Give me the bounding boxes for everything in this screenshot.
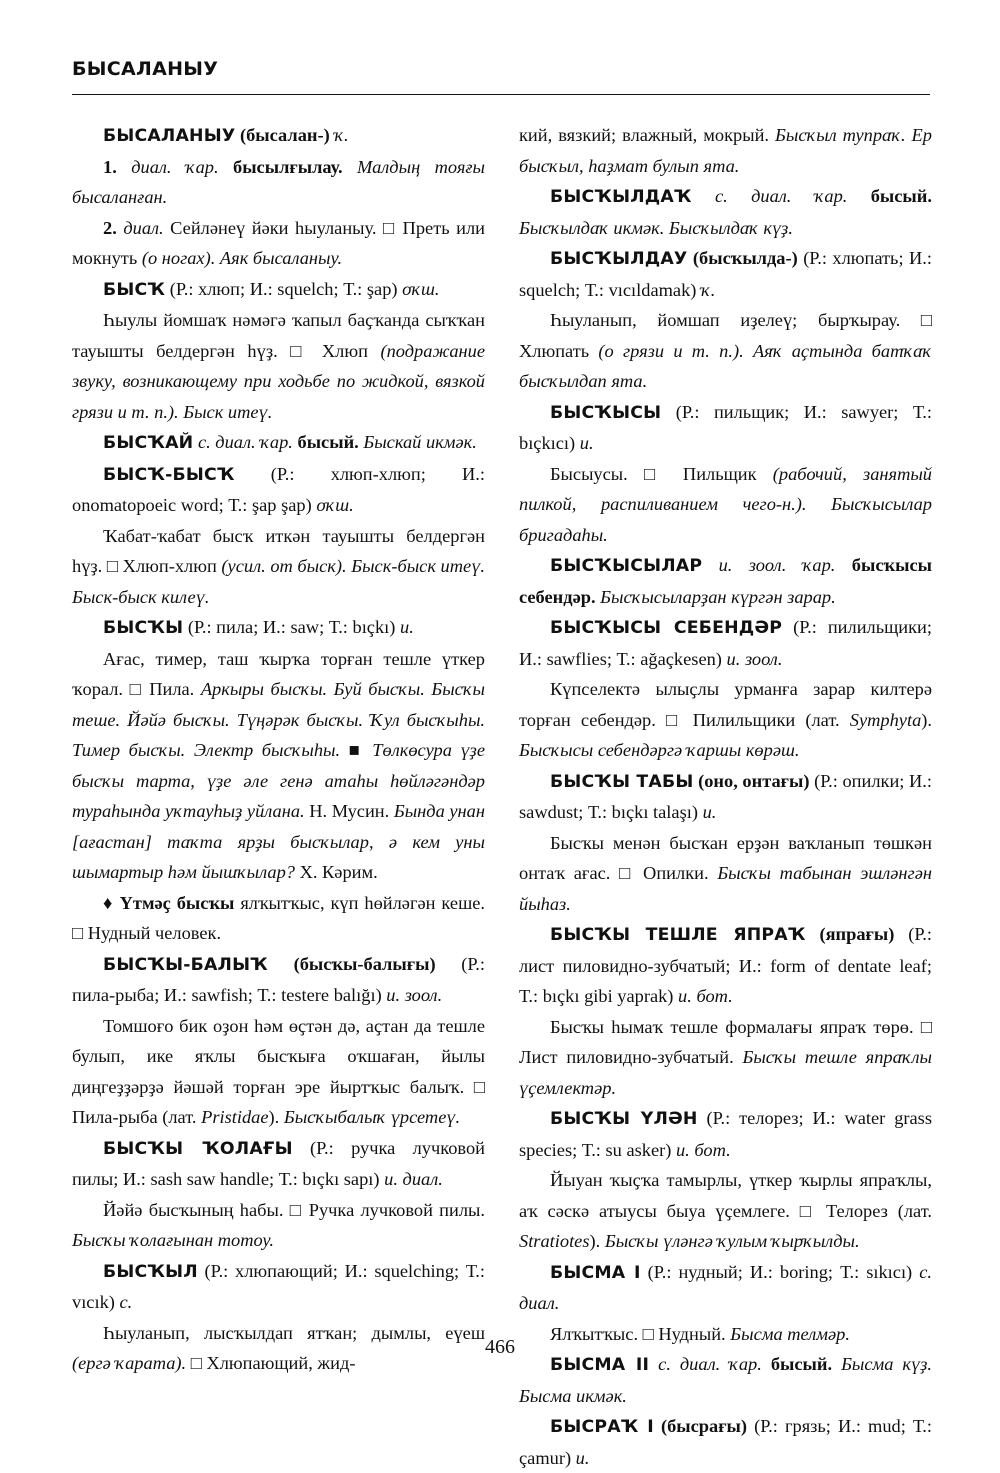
text-run: (Р.: пила-рыба; И.: sawfish; Т.: testere balığı): [72, 953, 485, 1005]
headword: БЫСҠЫСЫ СЕБЕНДӘР: [550, 618, 783, 638]
dictionary-paragraph: [72, 274, 485, 306]
dictionary-paragraph: [72, 459, 485, 521]
text-run: (Р.: пила; И.: saw; Т.: bıçkı): [183, 617, 400, 637]
italic-text: и. зоол.: [386, 985, 443, 1005]
italic-text: с. диал. ҡар.: [649, 1354, 771, 1374]
text-run: Һыулы йомшаҡ нәмәгә ҡапыл баҫҡанда сыҡҡан тауышты белдергән һүҙ. □ Хлюп: [72, 310, 485, 361]
running-head: БЫСАЛАНЫУ: [72, 58, 219, 80]
headword: БЫСҠЫЛДАУ: [550, 249, 688, 269]
italic-text: Symphyta: [849, 709, 922, 730]
dictionary-paragraph: [519, 1165, 932, 1257]
dictionary-paragraph: [72, 521, 485, 613]
dictionary-paragraph: [519, 828, 932, 920]
dictionary-paragraph: [519, 766, 932, 828]
italic-text: Быскай икмәк.: [363, 432, 477, 452]
italic-text: (рабочий, занятый пилкой, распиливанием чего-н.). Бысҡысылар бригадаһы.: [519, 463, 932, 545]
italic-text: Бысҡылдаҡ икмәк. Бысҡылдаҡ күҙ.: [519, 217, 793, 238]
dictionary-paragraph: [519, 674, 932, 766]
italic-text: Бысҡы тешле япраҡлы үҫемлектәр.: [519, 1047, 932, 1098]
dictionary-paragraph: [519, 1411, 932, 1473]
dictionary-paragraph: [72, 152, 485, 213]
italic-text: и.: [579, 433, 594, 453]
dictionary-paragraph: [519, 919, 932, 1012]
headword: БЫСҠЫ ҠОЛАҒЫ: [103, 1138, 293, 1159]
text-run: ).: [921, 709, 932, 730]
dictionary-paragraph: [72, 1256, 485, 1318]
italic-text: Pristidae: [201, 1107, 269, 1127]
bold-text: ♦ Үтмәҫ бысҡы: [103, 892, 241, 913]
text-run: Йыуан ҡыҫҡа тамырлы, үткер ҡырлы япраҡлы, аҡ сәскә атыусы быуа үҫемлеге. □ Телорез (лат.: [519, 1170, 932, 1221]
text-run: ).: [268, 1107, 284, 1127]
text-run: Томшоғо бик оҙон һәм өҫтән дә, аҫтан да тешле булып, ике яҡлы бысҡыға оҡшаған, йылы диңгеҙҙәрҙә йәшәй торған эре йыртҡыс балыҡ. □ Пила-рыба (лат.: [72, 1015, 485, 1127]
headword: БЫСҠЫ ТЕШЛЕ ЯПРАҠ: [550, 925, 806, 945]
text-run: (Р.: ручка лучковой пилы; И.: sash saw handle; Т.: bıçkı sapı): [72, 1137, 485, 1189]
italic-text: (подражание звуку, возникающему при ходьбе по жидкой, вязкой грязи и т. п.). Быск итеү.: [72, 340, 485, 422]
text-run: (Р.: опилки; И.: sawdust; Т.: bıçkı talaşı): [519, 770, 932, 822]
dictionary-paragraph: [519, 550, 932, 612]
italic-text: Бысма күҙ. Бысма икмәк.: [519, 1354, 932, 1406]
italic-text: (усил. от быск). Быск-быск итеү. Быск-быск килеү.: [72, 556, 485, 607]
text-run: (Р.: грязь; И.: mud; Т.: çamur): [519, 1416, 933, 1468]
bold-text: бысый.: [870, 186, 932, 206]
italic-text: Бысҡысыларҙан күргән зарар.: [600, 586, 836, 607]
headword: БЫСҠ: [103, 279, 166, 300]
italic-text: оҡш.: [316, 495, 354, 515]
right-column: [519, 120, 932, 1473]
italic-text: оҡш.: [402, 278, 440, 299]
dictionary-paragraph: [519, 1103, 932, 1165]
text-run: Бысыусы. □ Пильщик: [550, 463, 773, 484]
dictionary-paragraph: [519, 1012, 932, 1104]
italic-text: с. диал.: [519, 1261, 932, 1313]
dictionary-paragraph: [519, 1257, 932, 1319]
text-run: Ялҡытҡыс. □ Нудный.: [550, 1323, 731, 1344]
dictionary-paragraph: [72, 305, 485, 427]
text-run: кий, вязкий; влажный, мокрый.: [519, 125, 776, 145]
headword: БЫСАЛАНЫУ: [103, 126, 236, 146]
italic-text: Бысҡыл тупраҡ. Ер бысҡыл, һаҙмат булып ята.: [519, 125, 932, 176]
dictionary-paragraph: [72, 1011, 485, 1133]
italic-text: Бысҡы ҡолағынан тотоу.: [72, 1230, 274, 1250]
header-rule: [72, 94, 930, 95]
text-run: Бысҡы менән бысҡан ерҙән ваҡланып төшкән онтаҡ ағас. □ Опилки.: [519, 832, 932, 883]
dictionary-paragraph: [519, 181, 932, 243]
headword: БЫСМА I: [550, 1262, 641, 1283]
headword: БЫСҠЫ ТАБЫ: [550, 771, 694, 792]
text-run: Ағас, тимер, таш ҡырҡа торған тешле үткер ҡорал. □ Пила.: [72, 648, 485, 699]
headword: БЫСҠЫ-БАЛЫҠ: [103, 954, 268, 975]
text-run: (Р.: хлюп; И.: squelch; Т.: şap): [165, 278, 403, 299]
headword: БЫСҠЫЛДАҠ: [550, 187, 692, 207]
bold-text: (япрағы): [805, 924, 909, 944]
italic-text: Бысма телмәр.: [730, 1323, 850, 1344]
dictionary-paragraph: [519, 397, 932, 459]
bold-text: 1.: [103, 156, 132, 177]
headword: БЫСҠЫСЫ: [550, 402, 662, 423]
dictionary-paragraph: [72, 612, 485, 644]
headword: БЫСҠ-БЫСҠ: [103, 464, 235, 485]
dictionary-paragraph: [72, 427, 485, 459]
italic-text: (ергә ҡарата).: [72, 1353, 191, 1373]
text-run: □ Хлюпающий, жид-: [190, 1353, 356, 1373]
italic-text: и. зоол. ҡар.: [702, 555, 852, 575]
headword: БЫСРАҠ I: [550, 1417, 654, 1437]
italic-text: и. зоол.: [726, 648, 783, 669]
italic-text: Бында унан [ағастан] таҡта ярҙы бысҡылар, ә кем уны шымартыр һәм йышҡылар?: [72, 801, 485, 882]
headword: БЫСҠАЙ: [103, 433, 194, 453]
text-run: (Р.: пилильщики; И.: sawflies; Т.: ağaçkesen): [519, 617, 932, 669]
dictionary-paragraph: [72, 1195, 485, 1256]
headword: БЫСҠЫЛ: [103, 1261, 198, 1282]
text-run: Х. Кәрим.: [299, 862, 378, 882]
text-run: ).: [589, 1231, 605, 1251]
bold-text: (бысалан-): [235, 125, 335, 145]
italic-text: Бысҡы үләнгә ҡулым ҡырҡылды.: [604, 1231, 860, 1251]
text-run: (Р.: пильщик; И.: sawyer; Т.: bıçkıcı): [519, 401, 932, 453]
bold-text: (бысҡылда-): [687, 248, 804, 268]
text-run: Йәйә бысҡының һабы. □ Ручка лучковой пилы.: [103, 1199, 485, 1220]
italic-text: (о грязи и т. п.). Аяҡ аҫтында батҡаҡ бысҡылдап ята.: [519, 340, 932, 391]
bold-text: ■: [348, 740, 373, 760]
italic-text: и. диал.: [384, 1169, 443, 1189]
bold-text: бысый.: [770, 1354, 842, 1374]
bold-text: бысый.: [297, 432, 364, 452]
left-column: [72, 120, 485, 1379]
headword: БЫСМА II: [550, 1355, 650, 1375]
dictionary-paragraph: [72, 1133, 485, 1195]
dictionary-paragraph: [519, 459, 932, 551]
text-run: (Р.: хлюпающий; И.: squelching; Т.: vıcık): [72, 1260, 485, 1312]
dictionary-paragraph: [519, 612, 932, 674]
text-run: (Р.: нудный; И.: boring; Т.: sıkıcı): [640, 1261, 920, 1282]
text-run: Бысҡы һымаҡ тешле формалағы япраҡ төрө. □ Лист пиловидно-зубчатый.: [519, 1016, 932, 1067]
italic-text: и. бот.: [675, 1139, 731, 1160]
headword: БЫСҠЫ ҮЛӘН: [550, 1109, 698, 1129]
dictionary-paragraph: [519, 305, 932, 397]
italic-text: Stratiotes: [519, 1231, 590, 1251]
italic-text: (о ногах). Аяк бысаланыу.: [141, 248, 343, 268]
dictionary-paragraph: [72, 644, 485, 888]
bold-text: (бысҡы-балығы): [267, 953, 462, 974]
italic-text: и. бот.: [678, 986, 733, 1006]
bold-text: бысҡысы себендәр.: [519, 555, 932, 607]
headword: БЫСҠЫСЫЛАР: [550, 556, 703, 576]
text-run: Һыуланып, йомшап иҙелеү; бырҡырау. □ Хлюпать: [519, 310, 932, 361]
dictionary-paragraph: [72, 213, 485, 274]
italic-text: и.: [575, 1447, 590, 1468]
bold-text: (оно, онтағы): [693, 770, 815, 791]
italic-text: диал. ҡар.: [131, 156, 233, 177]
italic-text: Төлкөсура үҙе бысҡы тарта, үҙе әле генә атаһы һөйләгәндәр тураһында уҡтауһыҙ уйлана.: [72, 740, 485, 821]
italic-text: ҡ.: [701, 279, 716, 300]
italic-text: диал.: [123, 217, 171, 238]
dictionary-paragraph: [519, 243, 932, 305]
text-run: Ҡабат-ҡабат бысҡ иткән тауышты белдергән һүҙ. □ Хлюп-хлюп: [72, 525, 485, 576]
bold-text: бысылғылау.: [233, 156, 358, 177]
italic-text: Бысҡы табынан эшләнгән йыһаз.: [519, 863, 932, 914]
headword: БЫСҠЫ: [103, 618, 184, 638]
dictionary-paragraph: [72, 949, 485, 1011]
dictionary-paragraph: [72, 888, 485, 949]
italic-text: Малдың тояғы бысаланған.: [72, 156, 485, 207]
text-run: Һыуланып, лысҡылдап ятҡан; дымлы, еүеш: [103, 1322, 485, 1343]
italic-text: Аркыры бысҡы. Буй бысҡы. Бысҡы теше. Йәйә бысҡы. Түңәрәк бысҡы. Ҡул бысҡыһы. Тимер бысҡы. Электр бысҡыһы.: [72, 679, 485, 760]
text-run: (Р.: хлюп-хлюп; И.: onomatopoeic word; Т.: şap şap): [72, 463, 485, 515]
italic-text: с.: [119, 1292, 133, 1312]
page-number: 466: [485, 1336, 515, 1358]
dictionary-paragraph: [519, 120, 932, 181]
italic-text: с. диал. ҡар.: [691, 186, 871, 206]
text-run: ялҡытҡыс, күп һөйләгән кеше. □ Нудный человек.: [72, 892, 485, 943]
bold-text: (бысрағы): [653, 1416, 755, 1436]
text-run: Күпселектә ылыҫлы урманға зарар килтерә торған себендәр. □ Пилильщики (лат.: [519, 679, 932, 730]
text-run: (Р.: хлюпать; И.: squelch; Т.: vıcıldamak): [519, 248, 932, 300]
italic-text: и.: [400, 617, 414, 637]
text-run: (Р.: телорез; И.: water grass species; Т.: su asker): [519, 1108, 932, 1160]
text-run: (Р.: лист пиловидно-зубчатый; И.: form of dentate leaf; Т.: bıçkı gibi yaprak): [519, 924, 933, 1006]
bold-text: 2.: [103, 217, 124, 238]
italic-text: Бысҡыбалыҡ үрсетеү.: [283, 1107, 461, 1127]
dictionary-paragraph: [72, 120, 485, 152]
text-run: Сейләнеү йәки һыуланыу. □ Преть или мокнуть: [72, 217, 486, 268]
italic-text: и.: [702, 802, 717, 822]
italic-text: Бысҡысы себендәргә ҡаршы көрәш.: [519, 740, 800, 760]
text-run: Н. Мусин.: [309, 801, 394, 821]
italic-text: с. диал. ҡар.: [193, 432, 298, 452]
italic-text: ҡ.: [334, 125, 349, 145]
